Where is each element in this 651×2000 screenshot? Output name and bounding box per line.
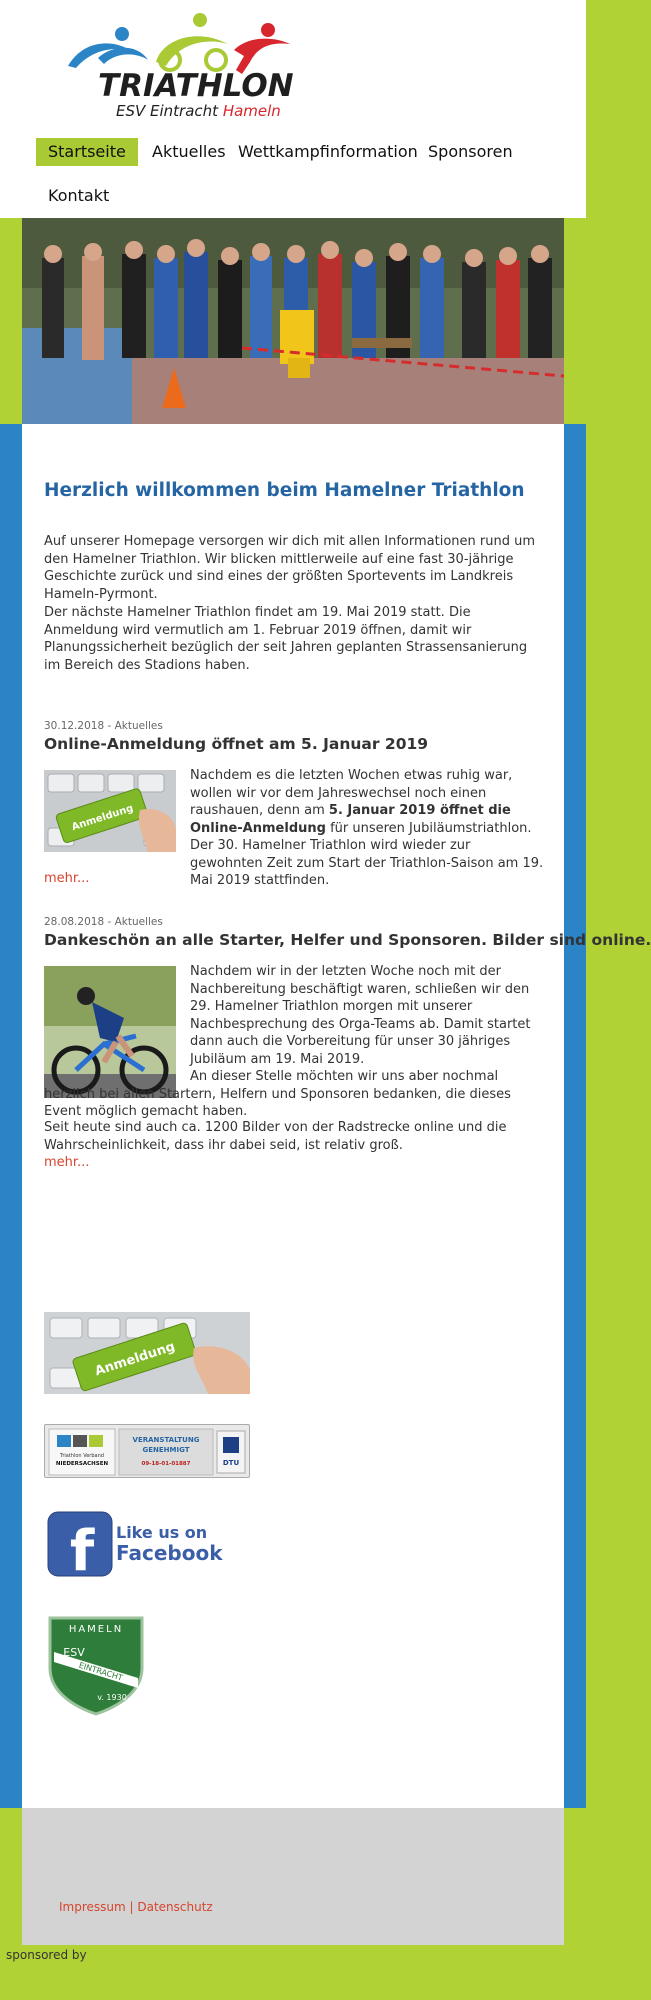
hero-photo-athletes	[22, 218, 564, 424]
tvn-dtu-label: DTU	[222, 1459, 240, 1467]
facebook-like-button[interactable]	[44, 1508, 223, 1584]
tvn-line-2: NIEDERSACHSEN	[55, 1461, 109, 1467]
keyboard-anmeldung-icon	[44, 1312, 250, 1394]
esv-mid-label: ESV	[63, 1646, 85, 1659]
post-meta: 28.08.2018 - Aktuelles	[44, 916, 163, 928]
tvn-approval-number: 09-18-01-01887	[141, 1461, 191, 1467]
page-title: Herzlich willkommen beim Hamelner Triathlon	[44, 480, 525, 501]
read-more-link[interactable]: mehr...	[44, 1155, 90, 1170]
nav-item-wettkampfinformation[interactable]: Wettkampfinformation	[238, 142, 418, 161]
post-title-link[interactable]: Dankeschön an alle Starter, Helfer und Sponsoren. Bilder sind online.	[44, 931, 651, 949]
banner-anmeldung-label: Anmeldung	[93, 1339, 177, 1380]
datenschutz-link[interactable]: Datenschutz	[137, 1900, 213, 1914]
page-footer	[22, 1808, 564, 1945]
esv-club-logo[interactable]	[44, 1608, 148, 1716]
facebook-line-1: Like us on	[116, 1523, 208, 1542]
nav-item-sponsoren[interactable]: Sponsoren	[428, 142, 513, 161]
tvn-badge-line-1: VERANSTALTUNG	[132, 1436, 200, 1444]
anmeldung-banner[interactable]	[44, 1312, 250, 1394]
thumb-anmeldung-label: Anmeldung	[70, 802, 135, 834]
announcement-paragraph: Der nächste Hamelner Triathlon findet am 19. Mai 2019 statt. Die Anmeldung wird vermutlich am 1. Februar 2019 öffnen, damit wir Planungssicherheit bezüglich der seit Jahren geplanten Strassensanierung im Bereich des Stadions haben.	[44, 605, 528, 673]
esv-bottom-label: EINTRACHT	[77, 1660, 124, 1683]
impressum-link[interactable]: Impressum	[59, 1900, 126, 1914]
post-excerpt	[44, 963, 544, 1121]
nav-item-startseite[interactable]: Startseite	[36, 138, 138, 166]
post-excerpt	[44, 767, 544, 890]
post-excerpt-part-1: Nachdem es die letzten Wochen etwas ruhig war, wollen wir vor dem Jahreswechsel noch einen raushauen, denn am	[190, 768, 513, 818]
nav-item-kontakt[interactable]: Kontakt	[48, 186, 110, 205]
tvn-approval-icon	[45, 1425, 251, 1479]
post-title-link[interactable]: Online-Anmeldung öffnet am 5. Januar 2019	[44, 735, 429, 753]
hero-photo-icon	[22, 218, 564, 424]
post-excerpt-highlight: 5. Januar 2019 öffnet die Online-Anmeldung	[190, 803, 511, 836]
post-excerpt-thanks: An dieser Stelle möchten wir uns aber nochmal herzlich bei allen Startern, Helfern und Sponsoren bedanken, die dieses Event möglich gemacht haben.	[44, 1069, 511, 1119]
intro-paragraph: Auf unserer Homepage versorgen wir dich mit allen Informationen rund um den Hamelner Triathlon. Wir blicken mittlerweile auf eine fast 30-jährige Geschichte zurück und sind eines der größten Sportevents im Landkreis Hameln-Pyrmont.	[44, 534, 536, 602]
esv-top-label: HAMELN	[68, 1624, 124, 1635]
tvn-badge-line-2: GENEHMIGT	[142, 1446, 190, 1454]
read-more-link[interactable]: mehr...	[44, 871, 90, 886]
tvn-line-1: Triathlon Verband	[60, 1453, 104, 1459]
logo-subtitle	[116, 102, 281, 120]
site-logo[interactable]	[58, 10, 298, 122]
esv-year-label: v. 1930	[97, 1693, 127, 1702]
post-excerpt-lead: Nachdem wir in der letzten Woche noch mit der Nachbereitung beschäftigt waren, schließen wir den 29. Hamelner Triathlon morgen mit unserer Nachbesprechung des Orga-Teams ab. Damit startet dann auch die Vorbereitung für unser 30 jähriges Jubiläum am 19. Mai 2019.	[190, 964, 531, 1067]
tvn-approval-badge[interactable]	[44, 1424, 250, 1478]
logo-subtitle-city: Hameln	[222, 102, 281, 120]
sponsored-by-text: sponsored by	[6, 1948, 87, 1962]
post-meta: 30.12.2018 - Aktuelles	[44, 720, 163, 732]
logo-title: TRIATHLON	[98, 68, 294, 104]
logo-subtitle-club: ESV Eintracht	[116, 102, 223, 120]
post-excerpt-body	[190, 767, 544, 890]
facebook-icon	[44, 1508, 223, 1584]
footer-links	[59, 1900, 213, 1914]
footer-link-separator: |	[125, 1900, 138, 1914]
nav-item-aktuelles[interactable]: Aktuelles	[152, 142, 226, 161]
facebook-line-2: Facebook	[116, 1541, 223, 1565]
esv-shield-icon	[44, 1608, 148, 1716]
post-excerpt-part-2: für unseren Jubiläumstriathlon. Der 30. Hamelner Triathlon wird wieder zur gewohnten Zeit zum Start der Triathlon-Saison am 19. Mai 2019 stattfinden.	[190, 820, 544, 888]
post-excerpt-photos: Seit heute sind auch ca. 1200 Bilder von der Radstrecke online und die Wahrscheinlichkeit, dass ihr dabei seid, ist relativ groß.	[44, 1120, 507, 1153]
svg-text:f: f	[69, 1519, 95, 1584]
page-container	[22, 0, 651, 1945]
